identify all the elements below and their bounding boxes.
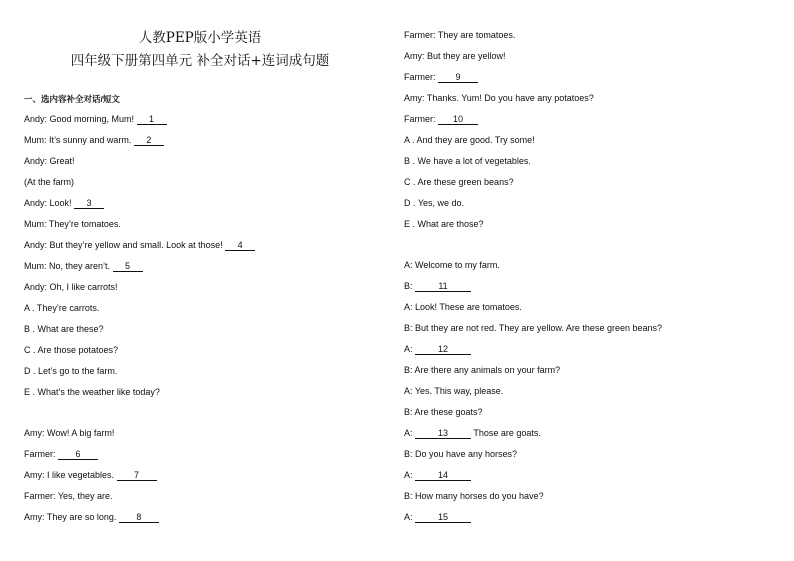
dialogue-line xyxy=(404,198,464,209)
line-text: Farmer: They are tomatoes. xyxy=(404,30,516,40)
line-text: Amy: Wow! A big farm! xyxy=(24,428,115,438)
dialogue-line xyxy=(404,491,544,502)
line-text: Farmer: xyxy=(404,114,439,124)
answer-blank[interactable]: 4 xyxy=(225,240,255,251)
line-text: B: Are these goats? xyxy=(404,407,483,417)
dialogue-line xyxy=(404,93,594,104)
dialogue-line xyxy=(404,51,506,62)
dialogue-line xyxy=(24,491,113,502)
line-text: C . Are those potatoes? xyxy=(24,345,119,355)
line-text: Amy: But they are yellow! xyxy=(404,51,506,61)
dialogue-line xyxy=(404,135,535,146)
line-text: Andy: But they’re yellow and small. Look at those! xyxy=(24,240,226,250)
section-heading: 一、选内容补全对话/短文 xyxy=(24,94,120,104)
dialogue-line xyxy=(404,407,483,418)
line-text: Farmer: Yes, they are. xyxy=(24,491,113,501)
answer-blank[interactable]: 3 xyxy=(74,198,104,209)
dialogue-line xyxy=(24,470,157,481)
dialogue-line xyxy=(404,428,541,439)
line-text: A: xyxy=(404,512,416,522)
line-text: Andy: Oh, I like carrots! xyxy=(24,282,118,292)
line-text: E . What’s the weather like today? xyxy=(24,387,160,397)
line-text: A: Yes. This way, please. xyxy=(404,386,504,396)
dialogue-line xyxy=(404,512,471,523)
dialogue-line xyxy=(404,302,522,313)
dialogue-line xyxy=(404,260,500,271)
line-text: A . They’re carrots. xyxy=(24,303,100,313)
line-text: Andy: Look! xyxy=(24,198,75,208)
dialogue-line xyxy=(24,282,118,293)
dialogue-line xyxy=(24,219,121,230)
dialogue-line xyxy=(24,512,159,523)
line-text-after: Those are goats. xyxy=(471,428,541,438)
dialogue-line xyxy=(24,366,117,377)
line-text: D . Yes, we do. xyxy=(404,198,465,208)
answer-blank[interactable]: 9 xyxy=(438,72,478,83)
line-text: Amy: They are so long. xyxy=(24,512,119,522)
doc-subtitle: 四年级下册第四单元 补全对话+连词成句题 xyxy=(70,53,330,69)
line-text: Mum: No, they aren’t. xyxy=(24,261,113,271)
line-text: D . Let’s go to the farm. xyxy=(24,366,118,376)
line-text: Amy: Thanks. Yum! Do you have any potatoes? xyxy=(404,93,594,103)
dialogue-line xyxy=(24,345,118,356)
dialogue-line xyxy=(24,449,98,460)
dialogue-line xyxy=(404,219,484,230)
line-text: Farmer: xyxy=(24,449,59,459)
line-text: Andy: Good morning, Mum! xyxy=(24,114,137,124)
doc-title: 人教PEP版小学英语 xyxy=(138,30,262,46)
line-text: Andy: Great! xyxy=(24,156,75,166)
dialogue-line xyxy=(404,30,515,41)
dialogue-line xyxy=(24,114,167,125)
dialogue-line xyxy=(24,324,104,335)
dialogue-line xyxy=(24,156,75,167)
line-text: B: Do you have any horses? xyxy=(404,449,518,459)
line-text: B: But they are not red. They are yellow. Are these green beans? xyxy=(404,323,662,333)
line-text: B . We have a lot of vegetables. xyxy=(404,156,531,166)
line-text: Amy: I like vegetables. xyxy=(24,470,117,480)
dialogue-line xyxy=(404,386,503,397)
dialogue-line xyxy=(24,261,143,272)
line-text: Mum: They’re tomatoes. xyxy=(24,219,121,229)
answer-blank[interactable]: 10 xyxy=(438,114,478,125)
dialogue-line xyxy=(24,303,99,314)
dialogue-line xyxy=(404,114,478,125)
dialogue-line xyxy=(404,177,514,188)
answer-blank[interactable]: 14 xyxy=(415,470,471,481)
dialogue-line xyxy=(404,470,471,481)
line-text: E . What are those? xyxy=(404,219,484,229)
answer-blank[interactable]: 12 xyxy=(415,344,471,355)
dialogue-line xyxy=(404,156,531,167)
line-text: A . And they are good. Try some! xyxy=(404,135,535,145)
answer-blank[interactable]: 15 xyxy=(415,512,471,523)
line-text: Mum: It’s sunny and warm. xyxy=(24,135,134,145)
answer-blank[interactable]: 6 xyxy=(58,449,98,460)
dialogue-line xyxy=(404,365,560,376)
line-text: B: xyxy=(404,281,416,291)
line-text: B . What are these? xyxy=(24,324,104,334)
answer-blank[interactable]: 1 xyxy=(137,114,167,125)
dialogue-line xyxy=(404,344,471,355)
dialogue-line xyxy=(24,177,74,188)
answer-blank[interactable]: 2 xyxy=(134,135,164,146)
line-text: B: Are there any animals on your farm? xyxy=(404,365,561,375)
line-text: A: xyxy=(404,428,416,438)
answer-blank[interactable]: 7 xyxy=(117,470,157,481)
answer-blank[interactable]: 8 xyxy=(119,512,159,523)
line-text: B: How many horses do you have? xyxy=(404,491,544,501)
line-text: A: xyxy=(404,470,416,480)
line-text: A: Look! These are tomatoes. xyxy=(404,302,522,312)
dialogue-line xyxy=(404,449,517,460)
dialogue-line xyxy=(24,428,114,439)
dialogue-line xyxy=(24,387,160,398)
dialogue-line xyxy=(404,323,662,334)
dialogue-line xyxy=(404,281,471,292)
line-text: A: xyxy=(404,344,416,354)
answer-blank[interactable]: 5 xyxy=(113,261,143,272)
line-text: Farmer: xyxy=(404,72,439,82)
dialogue-line xyxy=(404,72,478,83)
line-text: A: Welcome to my farm. xyxy=(404,260,500,270)
dialogue-line xyxy=(24,198,104,209)
dialogue-line xyxy=(24,135,164,146)
line-text: C . Are these green beans? xyxy=(404,177,514,187)
dialogue-line xyxy=(24,240,255,251)
line-text: (At the farm) xyxy=(24,177,75,187)
answer-blank[interactable]: 13 xyxy=(415,428,471,439)
answer-blank[interactable]: 11 xyxy=(415,281,471,292)
